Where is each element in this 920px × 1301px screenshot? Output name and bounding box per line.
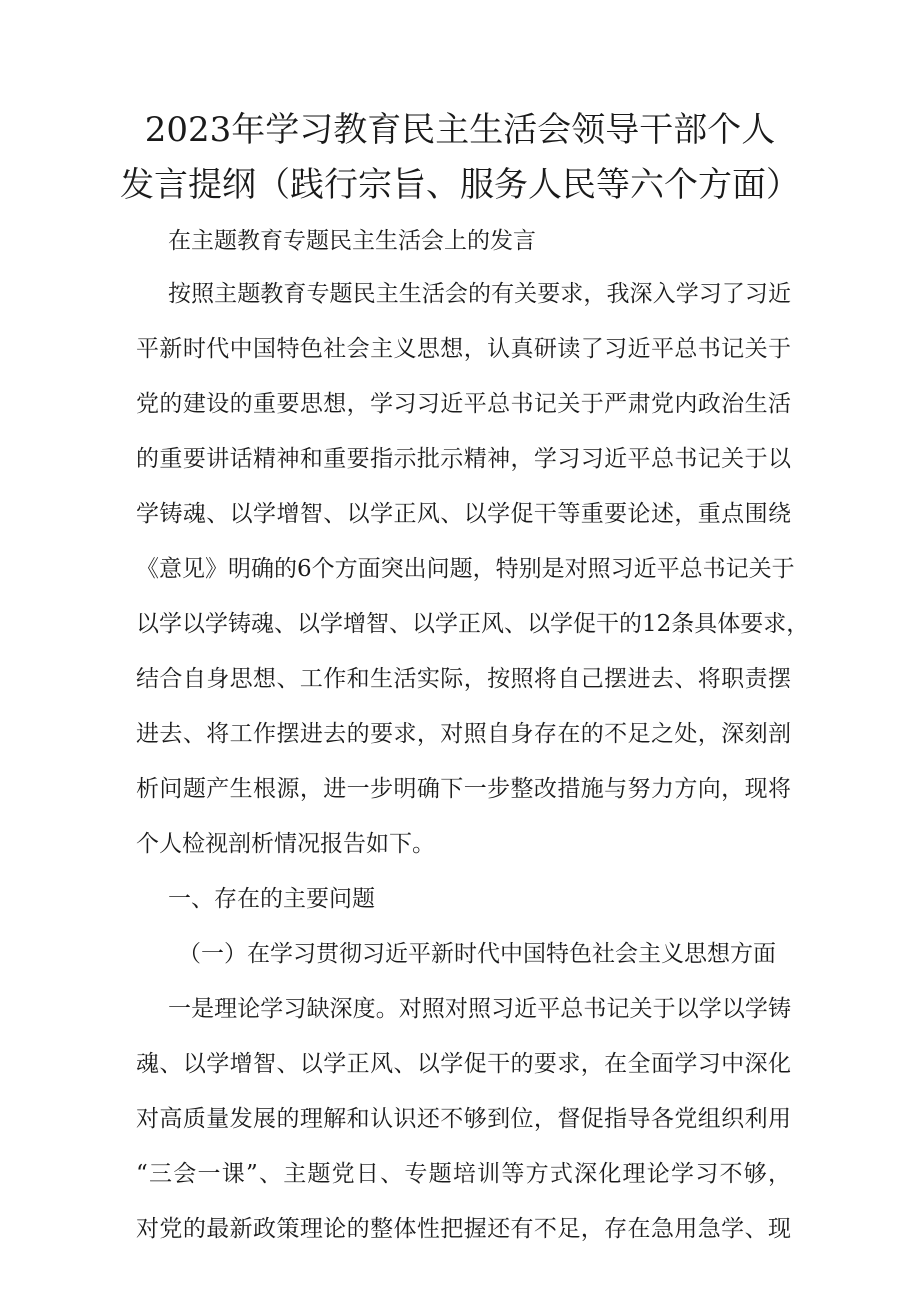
paragraph-line: 魂、以学增智、以学正风、以学促干的要求，在全面学习中深化 <box>136 1051 791 1077</box>
paragraph-line: 以学以学铸魂、以学增智、以学正风、以学促干的12条具体要求， <box>136 611 810 637</box>
paragraph-line: 析问题产生根源，进一步明确下一步整改措施与努力方向，现将 <box>136 776 791 802</box>
subsection-heading: （一）在学习贯彻习近平新时代中国特色社会主义思想方面 <box>178 941 776 967</box>
document-title-line-1: 2023年学习教育民主生活会领导干部个人 <box>144 110 776 150</box>
paragraph-line: 个人检视剖析情况报告如下。 <box>136 831 435 857</box>
paragraph-line: 对高质量发展的理解和认识还不够到位，督促指导各党组织利用 <box>136 1106 791 1132</box>
paragraph-line: 党的建设的重要思想，学习习近平总书记关于严肃党内政治生活 <box>136 391 791 417</box>
document-title-line-2: 发言提纲（践行宗旨、服务人民等六个方面） <box>120 165 800 205</box>
document-subtitle: 在主题教育专题民主生活会上的发言 <box>168 228 536 254</box>
paragraph-line: 平新时代中国特色社会主义思想，认真研读了习近平总书记关于 <box>136 336 791 362</box>
paragraph-line: 结合自身思想、工作和生活实际，按照将自己摆进去、将职责摆 <box>136 666 791 692</box>
paragraph-line: “三会一课”、主题党日、专题培训等方式深化理论学习不够， <box>136 1161 791 1187</box>
paragraph-line: 学铸魂、以学增智、以学正风、以学促干等重要论述，重点围绕 <box>136 501 791 527</box>
paragraph-line: 《意见》明确的6个方面突出问题，特别是对照习近平总书记关于 <box>136 556 795 582</box>
paragraph-line: 进去、将工作摆进去的要求，对照自身存在的不足之处，深刻剖 <box>136 721 791 747</box>
paragraph-line: 对党的最新政策理论的整体性把握还有不足，存在急用急学、现 <box>136 1216 791 1242</box>
paragraph-line: 按照主题教育专题民主生活会的有关要求，我深入学习了习近 <box>168 281 791 307</box>
section-heading: 一、存在的主要问题 <box>168 886 375 912</box>
paragraph-line: 的重要讲话精神和重要指示批示精神，学习习近平总书记关于以 <box>136 446 791 472</box>
paragraph-line: 一是理论学习缺深度。对照对照习近平总书记关于以学以学铸 <box>168 996 791 1022</box>
